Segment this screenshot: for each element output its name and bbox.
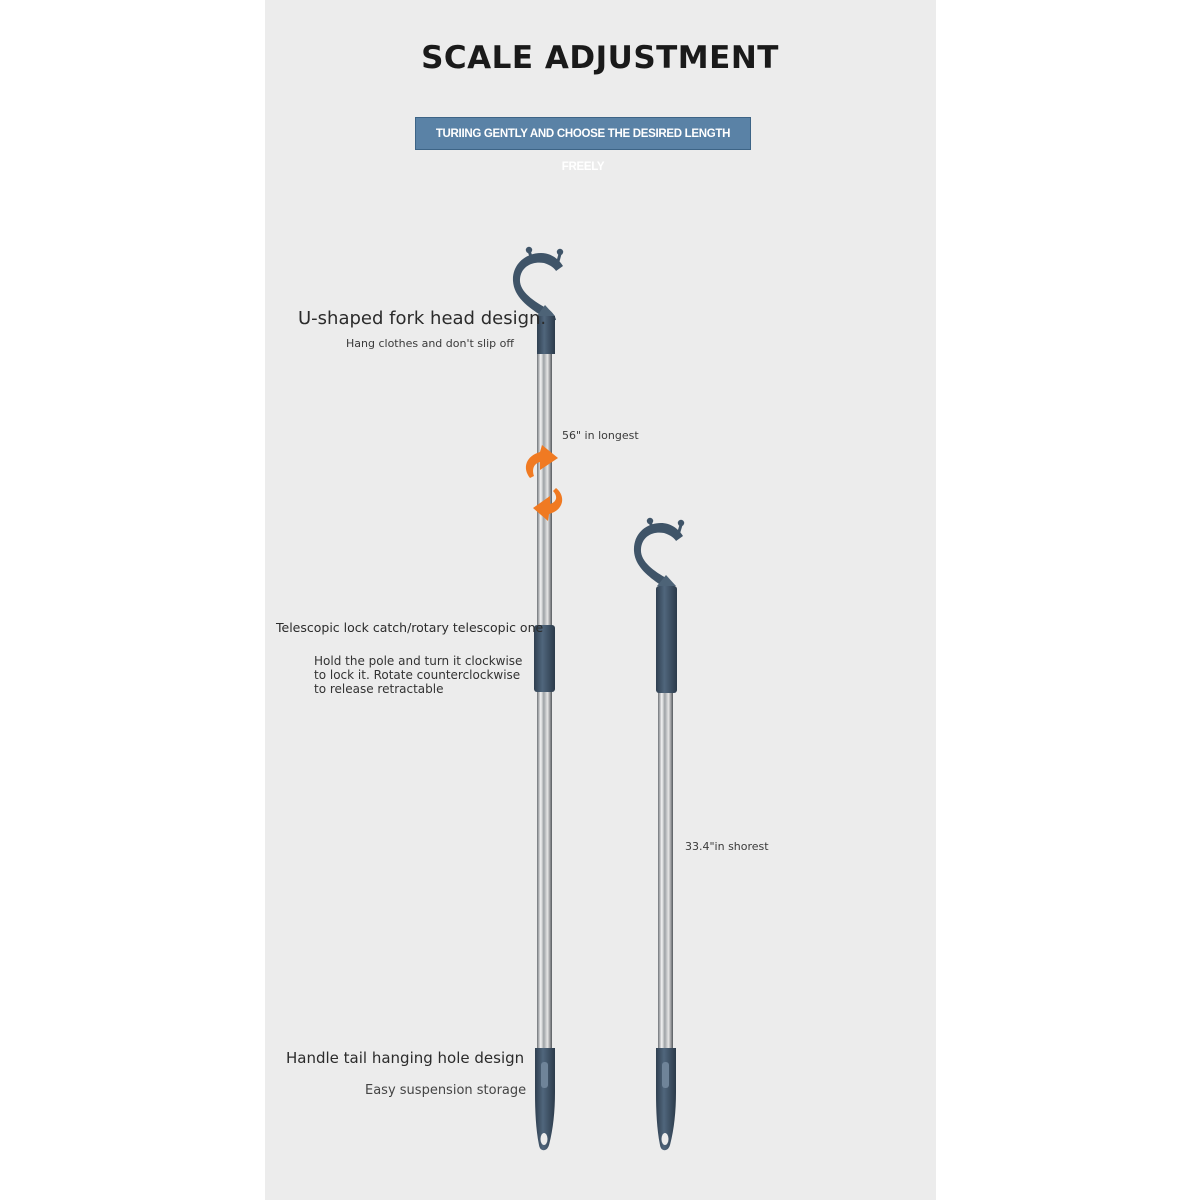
long-pole-handle-tail — [535, 1048, 555, 1150]
handle-tail-title: Handle tail hanging hole design — [286, 1049, 525, 1067]
fork-head-title: U-shaped fork head design. — [298, 308, 547, 329]
subtitle-banner: TURIING GENTLY AND CHOOSE THE DESIRED LENGTH FREELY — [415, 117, 751, 150]
long-pole-fork-head — [513, 247, 563, 354]
shortest-length-label: 33.4"in shorest — [685, 840, 769, 853]
short-pole-lock-catch — [656, 586, 677, 693]
short-pole-fork-head — [634, 518, 684, 592]
fork-head-subtitle: Hang clothes and don't slip off — [346, 337, 514, 350]
lock-desc-line-2: to lock it. Rotate counterclockwise — [314, 668, 521, 682]
handle-tail-subtitle: Easy suspension storage — [365, 1083, 527, 1098]
page-title: SCALE ADJUSTMENT — [421, 40, 779, 76]
longest-length-label: 56" in longest — [562, 429, 639, 442]
lock-catch-description — [314, 654, 529, 696]
lock-desc-line-3: to release retractable — [314, 682, 444, 696]
long-pole — [513, 247, 563, 1150]
short-pole — [634, 518, 684, 1150]
short-pole-handle-tail — [656, 1048, 676, 1150]
long-pole-lock-catch — [534, 625, 555, 692]
lock-desc-line-1: Hold the pole and turn it clockwise — [314, 654, 523, 668]
lock-catch-title: Telescopic lock catch/rotary telescopic one — [276, 620, 544, 635]
